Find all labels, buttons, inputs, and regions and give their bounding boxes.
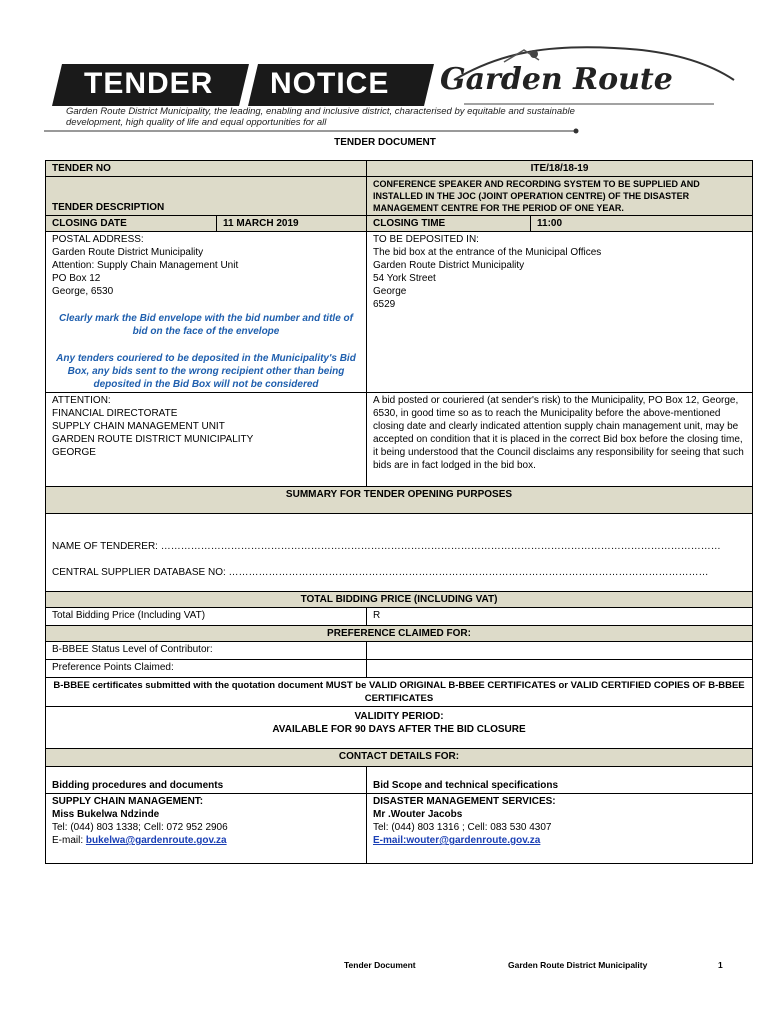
preference-heading-row	[46, 626, 753, 642]
bbbee-status-label: B-BBEE Status Level of Contributor:	[46, 642, 367, 660]
contact-heading-row	[46, 749, 753, 767]
pricing-row	[46, 608, 753, 626]
tenderer-row	[46, 514, 753, 592]
contact-details-row	[46, 794, 753, 864]
contact-left-email-line	[52, 834, 360, 847]
postal-line: PO Box 12	[52, 273, 101, 284]
validity-cell	[46, 707, 753, 749]
csd-number-field[interactable]: CENTRAL SUPPLIER DATABASE NO: ………………………………………………………………………………………………………………………………	[52, 567, 709, 578]
tender-no-value: ITE/18/18-19	[367, 161, 753, 177]
closing-time-label: CLOSING TIME	[367, 216, 531, 232]
contact-left-name: Miss Bukelwa Ndzinde	[52, 809, 160, 820]
postal-line: Garden Route District Municipality	[52, 247, 204, 258]
address-row	[46, 232, 753, 393]
deposit-line: TO BE DEPOSITED IN:	[373, 234, 479, 245]
contact-left-tel: Tel: (044) 803 1338; Cell: 072 952 2906	[52, 822, 228, 833]
tender-word: TENDER	[84, 67, 214, 100]
contact-heading: CONTACT DETAILS FOR:	[46, 749, 753, 767]
contact-right-dept: DISASTER MANAGEMENT SERVICES:	[373, 796, 556, 807]
email-link-wouter[interactable]: E-mail:wouter@gardenroute.gov.za	[373, 835, 541, 846]
contact-title-row	[46, 767, 753, 794]
bid-posting-text: A bid posted or couriered (at sender's risk) to the Municipality, PO Box 12, George, 6530, in good time so as to reach the Municipality before the above-mentioned closing date and clearly indicated attention supply chain management unit, may be accepted on condition that it is placed in the correct Bid box before the closing time, it being understood that the Council disclaims any responsibility for seeing that such bids are in fact lodged in the bid box.	[367, 393, 753, 487]
attention-line: ATTENTION:	[52, 395, 111, 406]
pricing-heading: TOTAL BIDDING PRICE (INCLUDING VAT)	[46, 592, 753, 608]
attention-line: FINANCIAL DIRECTORATE	[52, 408, 178, 419]
certificate-note: B-BBEE certificates submitted with the quotation document MUST be VALID ORIGINAL B-BBEE CERTIFICATES or VALID CERTIFIED COPIES OF B-BBEE CERTIFICATES	[46, 678, 753, 707]
deposit-line: 6529	[373, 299, 396, 310]
attention-line: GARDEN ROUTE DISTRICT MUNICIPALITY	[52, 434, 254, 445]
notice-word: NOTICE	[270, 67, 390, 100]
header-rule	[44, 128, 584, 134]
tender-table	[45, 160, 753, 864]
footer-org: Garden Route District Municipality	[508, 960, 648, 970]
summary-heading: SUMMARY FOR TENDER OPENING PURPOSES	[46, 487, 753, 514]
attention-line: GEORGE	[52, 447, 96, 458]
certificate-note-row	[46, 678, 753, 707]
deposit-line: Garden Route District Municipality	[373, 260, 525, 271]
closing-date-label: CLOSING DATE	[46, 216, 217, 232]
envelope-note: Clearly mark the Bid envelope with the bid number and title of bid on the face of the envelope	[59, 313, 353, 337]
preference-heading: PREFERENCE CLAIMED FOR:	[46, 626, 753, 642]
contact-right-title: Bid Scope and technical specifications	[367, 767, 753, 794]
postal-line: George, 6530	[52, 286, 114, 297]
contact-right-tel: Tel: (044) 803 1316 ; Cell: 083 530 4307	[373, 822, 552, 833]
footer-doc: Tender Document	[344, 960, 416, 970]
footer-page-number: 1	[718, 960, 723, 970]
deposit-cell	[367, 232, 753, 393]
document-title: TENDER DOCUMENT	[334, 137, 436, 148]
deposit-line: 54 York Street	[373, 273, 436, 284]
pricing-value[interactable]: R	[367, 608, 753, 626]
tender-no-row	[46, 161, 753, 177]
tender-description-row	[46, 177, 753, 216]
postal-line: POSTAL ADDRESS:	[52, 234, 144, 245]
bbbee-status-row	[46, 642, 753, 660]
contact-right-name: Mr .Wouter Jacobs	[373, 809, 463, 820]
tenderer-cell	[46, 514, 753, 592]
preference-points-label: Preference Points Claimed:	[46, 660, 367, 678]
bbbee-status-value[interactable]	[367, 642, 753, 660]
validity-line: AVAILABLE FOR 90 DAYS AFTER THE BID CLOSURE	[272, 724, 526, 735]
tenderer-name-field[interactable]: NAME OF TENDERER: ……………………………………………………………………………………………………………………………………………………	[52, 541, 721, 552]
contact-right-cell	[367, 794, 753, 864]
deposit-line: The bid box at the entrance of the Municipal Offices	[373, 247, 602, 258]
contact-left-dept: SUPPLY CHAIN MANAGEMENT:	[52, 796, 204, 807]
deposit-line: George	[373, 286, 407, 297]
email-link-bukelwa[interactable]: bukelwa@gardenroute.gov.za	[85, 835, 227, 846]
page-header	[44, 40, 744, 140]
garden-route-logo: Garden Route	[440, 62, 673, 97]
closing-time-value: 11:00	[531, 216, 753, 232]
preference-points-row	[46, 660, 753, 678]
tender-description-label: TENDER DESCRIPTION	[46, 177, 367, 216]
preference-points-value[interactable]	[367, 660, 753, 678]
email-prefix: E-mail:	[52, 835, 86, 846]
tender-no-label: TENDER NO	[46, 161, 367, 177]
pricing-label: Total Bidding Price (Including VAT)	[46, 608, 367, 626]
contact-left-cell	[46, 794, 367, 864]
closing-date-value: 11 MARCH 2019	[217, 216, 367, 232]
pricing-heading-row	[46, 592, 753, 608]
validity-row	[46, 707, 753, 749]
closing-row	[46, 216, 753, 232]
contact-left-title: Bidding procedures and documents	[46, 767, 367, 794]
postal-address-cell	[46, 232, 367, 393]
attention-line: SUPPLY CHAIN MANAGEMENT UNIT	[52, 421, 225, 432]
summary-heading-row	[46, 487, 753, 514]
contact-right-email-line	[373, 834, 746, 847]
validity-line: VALIDITY PERIOD:	[354, 711, 444, 722]
attention-row	[46, 393, 753, 487]
courier-note: Any tenders couriered to be deposited in the Municipality's Bid Box, any bids sent to the wrong recipient other than being deposited in the Bid Box will not be considered	[56, 353, 356, 390]
postal-line: Attention: Supply Chain Management Unit	[52, 260, 239, 271]
attention-cell	[46, 393, 367, 487]
tender-description-value: CONFERENCE SPEAKER AND RECORDING SYSTEM TO BE SUPPLIED AND INSTALLED IN THE JOC (JOINT OPERATION CENTRE) OF THE DISASTER MANAGEMENT CENTRE FOR THE PERIOD OF ONE YEAR.	[367, 177, 753, 216]
municipality-tagline: Garden Route District Municipality, the leading, enabling and inclusive district, characterised by equitable and sustainable development, high quality of life and equal opportunities for all	[66, 106, 575, 128]
